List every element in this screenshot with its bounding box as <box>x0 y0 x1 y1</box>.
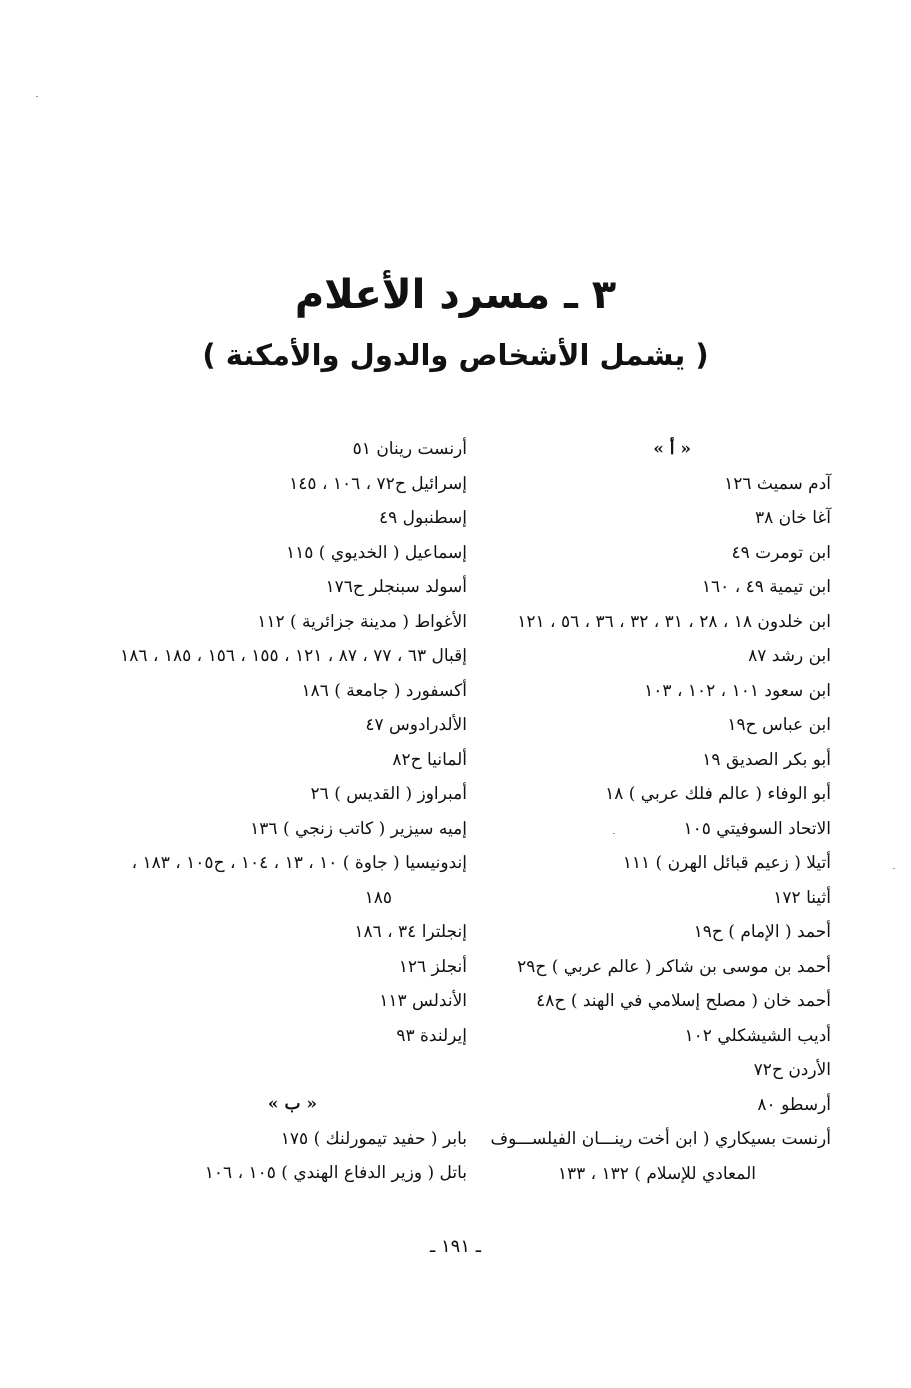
index-subtitle: ( يشمل الأشخاص والدول والأمكنة ) <box>202 338 709 372</box>
index-entry: أحمد ( الإمام ) ح١٩ <box>693 922 831 942</box>
index-entry: أحمد بن موسى بن شاكر ( عالم عربي ) ح٢٩ <box>517 956 831 977</box>
index-title: ٣ ـ مسرد الأعلام <box>294 272 617 318</box>
index-column-left <box>120 432 467 1191</box>
index-entry: أديب الشيشكلي ١٠٢ <box>684 1025 831 1046</box>
index-entry: بابر ( حفيد تيمورلنك ) ١٧٥ <box>280 1128 467 1149</box>
section-gap <box>137 1053 467 1087</box>
index-entry: إسرائيل ح٧٢ ، ١٠٦ ، ١٤٥ <box>289 473 467 494</box>
index-entry: إسطنبول ٤٩ <box>379 508 467 528</box>
letter-heading-alif: « أ » <box>653 439 691 459</box>
index-entry: الأردن ح٧٢ <box>753 1060 831 1080</box>
index-entry: إنجلترا ٣٤ ، ١٨٦ <box>354 922 467 942</box>
index-entry-continuation: المعادي للإسلام ) ١٣٢ ، ١٣٣ <box>557 1163 756 1184</box>
index-entry: ابن تيمية ٤٩ ، ١٦٠ <box>701 577 831 597</box>
index-entry: إسماعيل ( الخديوي ) ١١٥ <box>285 542 467 563</box>
index-entry: باتل ( وزير الدفاع الهندي ) ١٠٥ ، ١٠٦ <box>204 1163 467 1183</box>
scan-speck <box>893 868 895 869</box>
index-entry: أنجلز ١٢٦ <box>398 956 467 977</box>
index-entry: أبو بكر الصديق ١٩ <box>702 749 831 770</box>
page-number: ـ ١٩١ ـ <box>429 1236 481 1257</box>
index-entry: ابن سعود ١٠١ ، ١٠٢ ، ١٠٣ <box>644 680 831 701</box>
index-entry: أمبراوز ( القديس ) ٢٦ <box>310 784 467 804</box>
index-entry: الاتحاد السوفيتي ١٠٥ <box>683 818 831 839</box>
index-entry: الألدرادوس ٤٧ <box>365 715 467 735</box>
index-column-right <box>471 432 831 1191</box>
index-entry: إميه سيزير ( كاتب زنجي ) ١٣٦ <box>250 818 467 839</box>
letter-heading-ba: « ب » <box>267 1094 317 1114</box>
scan-speck <box>613 833 615 834</box>
index-entry: أسولد سبنجلر ح١٧٦ <box>325 577 467 597</box>
index-entry-continuation: ١٨٥ <box>364 887 392 908</box>
index-entry: أرنست رينان ٥١ <box>352 439 467 459</box>
index-entry: أبو الوفاء ( عالم فلك عربي ) ١٨ <box>605 784 831 804</box>
index-entry: أتيلا ( زعيم قبائل الهرن ) ١١١ <box>622 853 831 873</box>
index-entry: أرنست بسيكاري ( ابن أخت رينـــان الفيلســـوف <box>490 1129 831 1149</box>
index-entry: ابن خلدون ١٨ ، ٢٨ ، ٣١ ، ٣٢ ، ٣٦ ، ٥٦ ، ١٢١ <box>517 611 831 632</box>
index-entry: إقبال ٦٣ ، ٧٧ ، ٨٧ ، ١٢١ ، ١٥٥ ، ١٥٦ ، ١٨٥ ، ١٨٦ <box>120 646 467 666</box>
index-entry: الأغواط ( مدينة جزائرية ) ١١٢ <box>257 611 467 632</box>
index-entry: ألمانيا ح٨٢ <box>392 749 467 770</box>
index-entry: أحمد خان ( مصلح إسلامي في الهند ) ح٤٨ <box>536 991 831 1011</box>
index-entry: ابن رشد ٨٧ <box>748 646 831 666</box>
index-entry: أثينا ١٧٢ <box>773 887 831 908</box>
index-entry: ابن عباس ح١٩ <box>727 715 831 735</box>
index-entry: الأندلس ١١٣ <box>379 991 467 1011</box>
index-entry: أكسفورد ( جامعة ) ١٨٦ <box>301 680 467 701</box>
index-entry: ابن تومرت ٤٩ <box>731 542 831 563</box>
index-entry: آغا خان ٣٨ <box>754 508 831 528</box>
scan-speck <box>36 96 38 97</box>
index-entry: أرسطو ٨٠ <box>757 1094 831 1115</box>
index-entry: إندونيسيا ( جاوة ) ١٠ ، ١٣ ، ١٠٤ ، ح١٠٥ ، ١٨٣ ، <box>131 853 467 873</box>
index-entry: آدم سميث ١٢٦ <box>724 473 831 494</box>
index-entry: إيرلندة ٩٣ <box>396 1025 467 1046</box>
